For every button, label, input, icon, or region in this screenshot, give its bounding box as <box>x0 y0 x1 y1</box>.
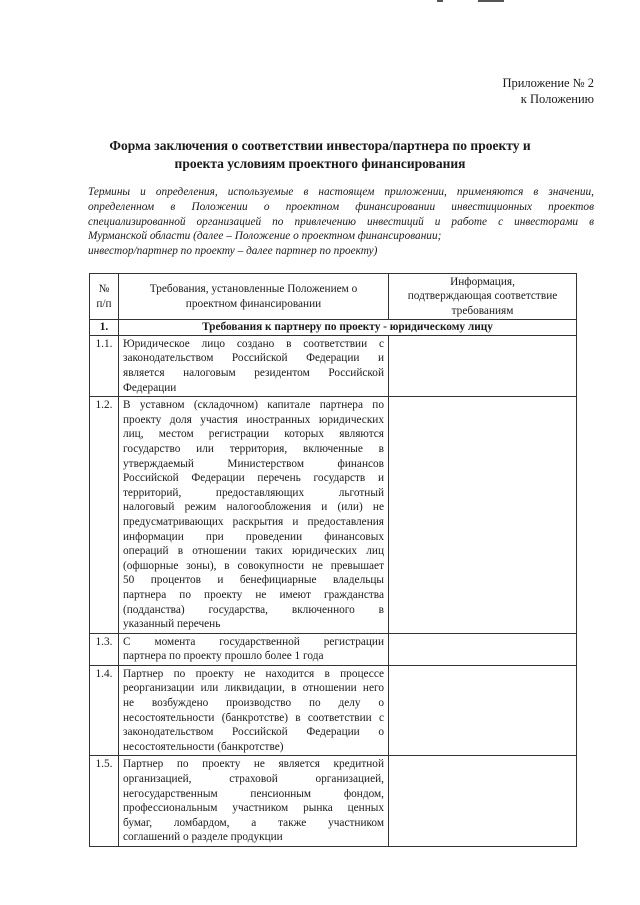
header-text: проектном финансировании <box>185 297 322 310</box>
row-number: 1.4. <box>90 665 119 756</box>
table-row <box>90 633 577 665</box>
requirement-line: бумаг, ломбардом, а также участником <box>123 816 384 829</box>
paragraph-line: специализированной организацией по привлечению инвестиций и работе с инвесторами в <box>88 215 594 228</box>
requirement-line: предусматривающих раскрытия и предоставления <box>123 515 384 528</box>
requirement-line: территорий, предоставляющих льготный <box>123 486 384 499</box>
appendix-reference <box>394 75 594 107</box>
paragraph-line: инвестор/партнер по проекту – далее партнер по проекту) <box>88 245 378 258</box>
requirement-line: соглашений о разделе продукции <box>123 831 283 844</box>
section-row <box>90 320 577 336</box>
title-line: проекта условиям проектного финансирования <box>174 156 466 171</box>
header-text: Требования, установленные Положением о <box>149 283 358 296</box>
requirement-line: Партнер по проекту не является кредитной <box>123 758 384 771</box>
information-cell[interactable] <box>389 633 577 665</box>
requirement-line: реорганизации или ликвидации, в отношении него <box>123 682 384 695</box>
row-number: 1.3. <box>90 633 119 665</box>
paragraph-line: определенном в Положении о проектном финансировании инвестиционных проектов <box>88 200 594 213</box>
requirement-line: проекту доля участия иностранных юридических <box>123 413 384 426</box>
requirement-line: Федерации <box>123 381 177 394</box>
requirement-line: 50 процентов и бенефициарные владельцы <box>123 574 384 587</box>
information-cell[interactable] <box>389 335 577 396</box>
requirement-line: партнера по проекту прошло более 1 года <box>123 650 324 663</box>
header-text: Информация, <box>450 276 515 288</box>
title-line: Форма заключения о соответствии инвестора/партнера по проекту и <box>109 138 531 153</box>
requirement-line: Российской Федерации перечень государств и <box>123 472 384 485</box>
requirement-line: налоговый режим налогообложения и (или) не <box>123 501 384 514</box>
header-number <box>90 274 119 320</box>
requirement-line: является налоговым резидентом Российской <box>123 367 384 379</box>
requirement-text <box>119 397 389 634</box>
requirement-line: несостоятельности (банкротстве) в соответствии с <box>123 711 384 724</box>
table-header-row <box>90 274 577 320</box>
requirement-line: информации при проведении финансовых <box>123 530 384 543</box>
requirement-line: (подданства) государства, включенного в <box>123 603 384 616</box>
table-row <box>90 397 577 634</box>
header-text: № <box>98 283 110 296</box>
requirement-line: Партнер по проекту не находится в процессе <box>123 667 384 680</box>
appendix-number: Приложение № 2 <box>502 76 594 90</box>
requirement-line: партнера по проекту не имеют гражданства <box>123 588 384 601</box>
information-cell[interactable] <box>389 397 577 634</box>
requirement-line: негосударственным пенсионным фондом, <box>123 787 384 800</box>
paragraph-line: Термины и определения, используемые в настоящем приложении, применяются в значении, <box>88 186 594 198</box>
information-cell[interactable] <box>389 665 577 756</box>
requirement-line: С момента государственной регистрации <box>123 635 384 648</box>
requirement-line: профессиональным участником рынка ценных <box>123 802 384 815</box>
requirement-text <box>119 633 389 665</box>
header-information <box>389 274 577 320</box>
paragraph-line: Мурманской области (далее – Положение о проектном финансировании; <box>88 230 442 243</box>
requirement-text <box>119 335 389 396</box>
requirement-line: утверждаемый Министерством финансов <box>123 457 384 470</box>
header-text: п/п <box>96 297 112 310</box>
requirement-line: законодательством Российской Федерации и <box>123 352 384 365</box>
requirement-text <box>119 665 389 756</box>
requirement-line: (офшорные зоны), в совокупности не превышает <box>123 559 384 572</box>
header-requirement <box>119 274 389 320</box>
table-row <box>90 756 577 847</box>
requirement-line: государство или территория, включенные в <box>123 442 384 455</box>
document-title <box>60 137 580 173</box>
table-row <box>90 665 577 756</box>
section-number: 1. <box>90 320 119 336</box>
requirement-text <box>119 756 389 847</box>
requirement-line: законодательством Российской Федерации о <box>123 726 384 739</box>
requirement-line: В уставном (складочном) капитале партнера по <box>123 399 384 412</box>
table-row <box>90 335 577 396</box>
scan-mark <box>437 0 443 2</box>
requirement-line: не возбуждено производство по делу о <box>123 697 384 710</box>
section-title: Требования к партнеру по проекту - юридическому лицу <box>119 320 577 336</box>
appendix-regulation: к Положению <box>520 92 594 106</box>
definitions-paragraph <box>88 185 594 259</box>
requirement-line: указанный перечень <box>123 618 221 631</box>
requirement-line: организацией, страховой организацией, <box>123 773 384 786</box>
header-text: требованиям <box>451 304 514 317</box>
row-number: 1.2. <box>90 397 119 634</box>
requirement-line: Юридическое лицо создано в соответствии с <box>123 337 384 350</box>
row-number: 1.5. <box>90 756 119 847</box>
requirements-table <box>89 273 577 847</box>
row-number: 1.1. <box>90 335 119 396</box>
requirement-line: лиц, местом регистрации которых являются <box>123 428 384 441</box>
requirement-line: операций в отношении таких юридических лиц <box>123 545 384 558</box>
header-text: подтверждающая соответствие <box>407 290 558 303</box>
information-cell[interactable] <box>389 756 577 847</box>
scan-mark <box>478 0 504 2</box>
requirement-line: несостоятельности (банкротстве) <box>123 740 284 753</box>
